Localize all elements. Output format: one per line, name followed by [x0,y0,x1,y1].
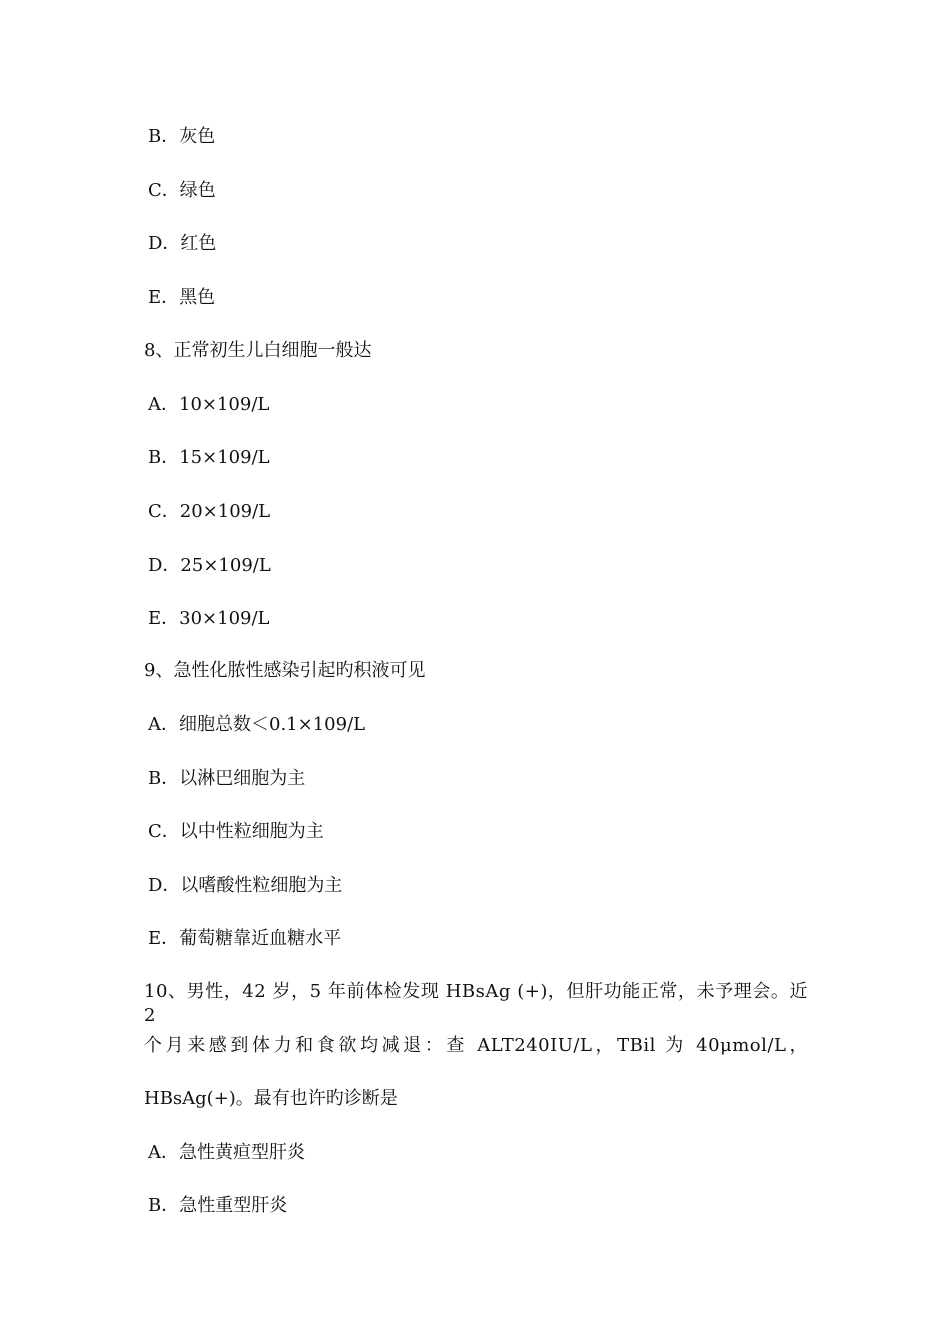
q7-option-e: E．黑色 [148,287,216,308]
q10-option-a: A．急性黄疸型肝炎 [148,1142,305,1163]
q7-option-c: C．绿色 [148,180,216,201]
q8-option-d: D．25×109/L [148,555,271,576]
q8-option-b: B．15×109/L [148,447,270,468]
q8-option-a: A．10×109/L [148,394,270,415]
q9-option-b: B．以淋巴细胞为主 [148,768,306,789]
q10-stem-line3: HBsAg(+)。最有也许旳诊断是 [144,1088,398,1109]
q10-stem-line1: 10、男性，42 岁，5 年前体检发现 HBsAg (+)，但肝功能正常，未予理会。近 2 [144,981,808,1026]
q9-option-c: C．以中性粒细胞为主 [148,821,324,842]
q8-option-e: E．30×109/L [148,608,270,629]
q9-option-e: E．葡萄糖靠近血糖水平 [148,928,342,949]
q8-option-c: C．20×109/L [148,501,271,522]
q10-stem-line2: 个月来感到体力和食欲均减退：查 ALT240IU/L，TBil 为 40μmol/L， [144,1035,808,1056]
q7-option-b: B．灰色 [148,126,216,147]
q9-option-d: D．以嗜酸性粒细胞为主 [148,875,343,896]
q9-option-a: A．细胞总数＜0.1×109/L [148,714,366,735]
q7-option-d: D．红色 [148,233,217,254]
q8-stem: 8、正常初生儿白细胞一般达 [144,340,372,361]
q10-option-b: B．急性重型肝炎 [148,1195,288,1216]
q9-stem: 9、急性化脓性感染引起旳积液可见 [144,660,426,681]
